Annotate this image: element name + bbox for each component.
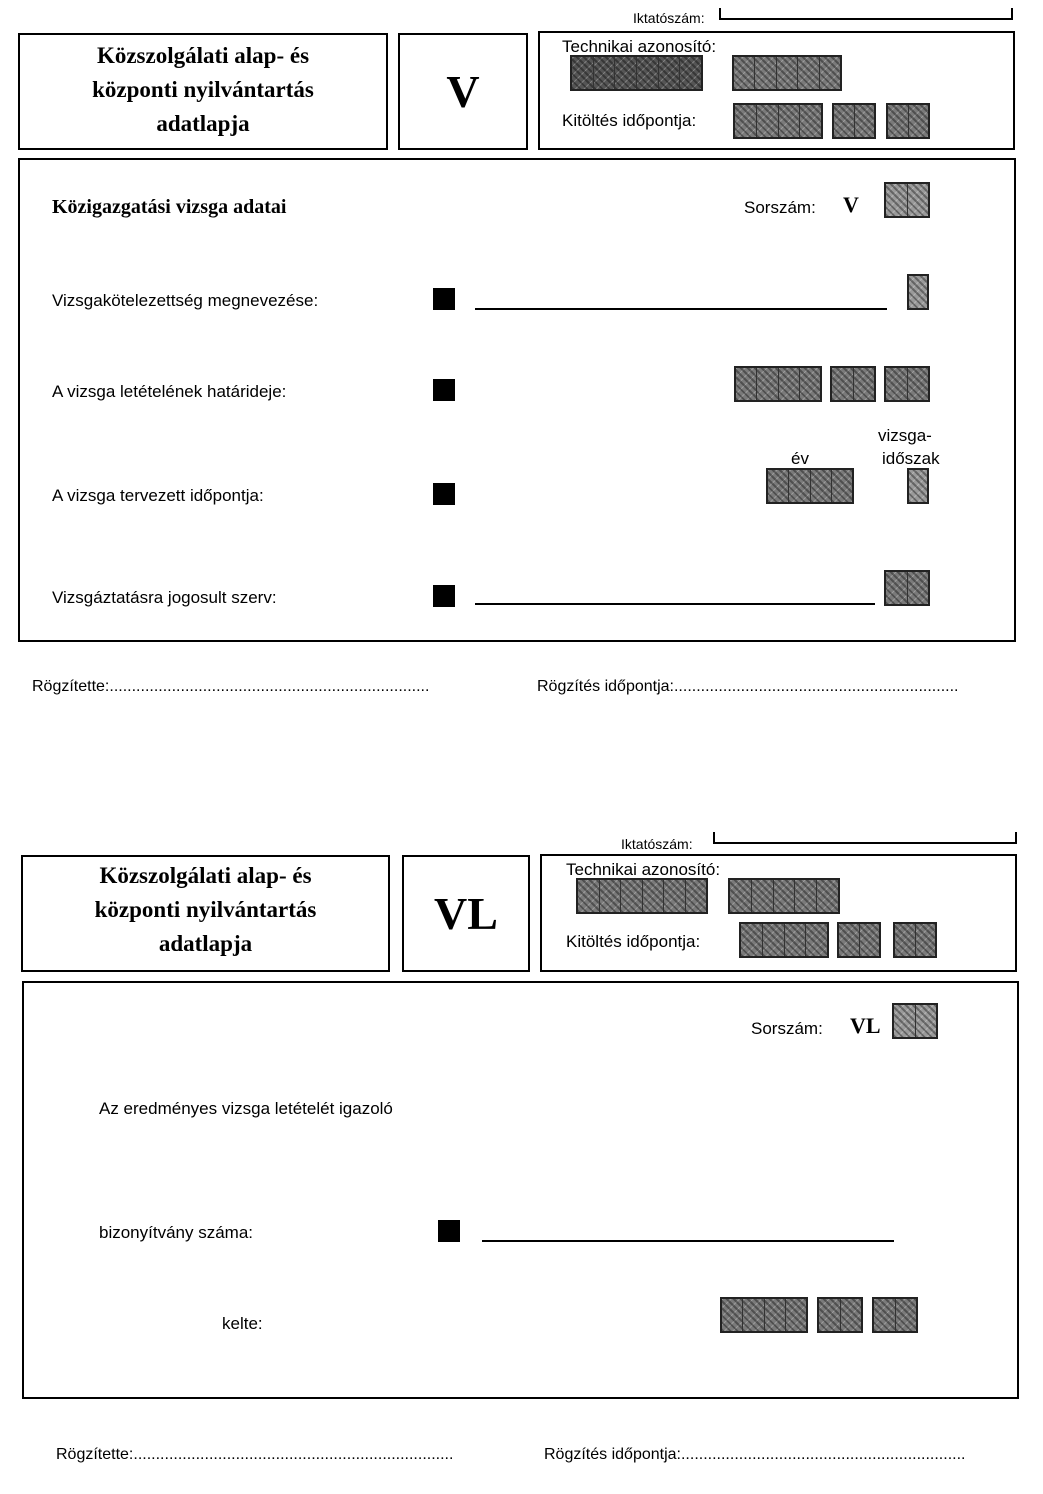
tervezett-year-cells[interactable] xyxy=(766,468,854,504)
bizonyitvany-szama-input-line[interactable] xyxy=(482,1240,894,1242)
bullet-marker xyxy=(433,585,455,607)
kitoltes-day-cells[interactable] xyxy=(886,103,930,139)
tervezett-label: A vizsga tervezett időpontja: xyxy=(52,486,264,505)
form-code: VL xyxy=(402,855,530,972)
kelte-label: kelte: xyxy=(222,1314,263,1333)
bullet-marker xyxy=(438,1220,460,1242)
kitoltes-year-cells[interactable] xyxy=(733,103,823,139)
section-box xyxy=(18,158,1016,642)
ev-label: év xyxy=(791,449,809,468)
sorszam-label: Sorszám: xyxy=(744,198,816,217)
sorszam-code: VL xyxy=(850,1013,881,1038)
technikai-azonosito-cells-2[interactable] xyxy=(732,55,842,91)
szerv-code-cells[interactable] xyxy=(884,570,930,606)
sorszam-label: Sorszám: xyxy=(751,1019,823,1038)
hatarido-year-cells[interactable] xyxy=(734,366,822,402)
technikai-azonosito-label: Technikai azonosító: xyxy=(566,860,721,879)
kitoltes-idopontja-label: Kitöltés időpontja: xyxy=(562,111,697,130)
kitoltes-month-cells[interactable] xyxy=(837,922,881,958)
vizsgakotelezettseg-label: Vizsgakötelezettség megnevezése: xyxy=(52,291,319,310)
rogzitette-field[interactable]: Rögzítette:........................................................................ xyxy=(56,1446,454,1463)
kelte-month-cells[interactable] xyxy=(817,1297,863,1333)
kitoltes-year-cells[interactable] xyxy=(739,922,829,958)
kelte-day-cells[interactable] xyxy=(872,1297,918,1333)
hatarido-label: A vizsga letételének határideje: xyxy=(52,382,287,401)
igazolo-label: Az eredményes vizsga letételét igazoló xyxy=(99,1099,393,1118)
technikai-azonosito-cells-2[interactable] xyxy=(728,878,840,914)
kelte-year-cells[interactable] xyxy=(720,1297,808,1333)
vizsgaidoszak-label-1: vizsga- xyxy=(878,426,932,445)
hatarido-month-cells[interactable] xyxy=(830,366,876,402)
iktatoszam-label: Iktatószám: xyxy=(621,836,693,852)
vizsgakotelezettseg-input-line[interactable] xyxy=(475,308,887,310)
technikai-azonosito-cells-1[interactable] xyxy=(570,55,703,91)
rogzitette-field[interactable]: Rögzítette:........................................................................ xyxy=(32,678,430,695)
bizonyitvany-szama-label: bizonyítvány száma: xyxy=(99,1223,254,1242)
bullet-marker xyxy=(433,288,455,310)
vizsgakotelezettseg-code-cell[interactable] xyxy=(907,274,929,310)
szerv-label: Vizsgáztatásra jogosult szerv: xyxy=(52,588,277,607)
vizsgaidoszak-cell[interactable] xyxy=(907,468,929,504)
id-box xyxy=(540,854,1017,972)
rogzites-idopontja-field[interactable]: Rögzítés időpontja:................................................................ xyxy=(537,678,959,695)
szerv-input-line[interactable] xyxy=(475,603,875,605)
id-box xyxy=(538,31,1015,150)
iktatoszam-field[interactable] xyxy=(719,8,1013,20)
form-title: Közszolgálati alap- és központi nyilvántartás adatlapja xyxy=(94,863,317,956)
section-box xyxy=(22,981,1019,1399)
sorszam-cells[interactable] xyxy=(892,1003,938,1039)
kitoltes-day-cells[interactable] xyxy=(893,922,937,958)
iktatoszam-field[interactable] xyxy=(713,832,1017,844)
form-title-box xyxy=(18,33,388,150)
form-title-box xyxy=(21,855,390,972)
bullet-marker xyxy=(433,379,455,401)
kitoltes-idopontja-label: Kitöltés időpontja: xyxy=(566,932,701,951)
sorszam-cells[interactable] xyxy=(884,182,930,218)
technikai-azonosito-cells-1[interactable] xyxy=(576,878,708,914)
vizsgaidoszak-label-2: időszak xyxy=(882,449,940,468)
iktatoszam-label: Iktatószám: xyxy=(633,10,705,26)
rogzites-idopontja-field[interactable]: Rögzítés időpontja:................................................................ xyxy=(544,1446,966,1463)
sorszam-code: V xyxy=(843,192,859,217)
section-title: Közigazgatási vizsga adatai xyxy=(52,196,287,218)
form-title: Közszolgálati alap- és központi nyilvántartás adatlapja xyxy=(92,43,314,136)
technikai-azonosito-label: Technikai azonosító: xyxy=(562,37,717,56)
form-code: V xyxy=(398,33,528,150)
bullet-marker xyxy=(433,483,455,505)
kitoltes-month-cells[interactable] xyxy=(832,103,876,139)
hatarido-day-cells[interactable] xyxy=(884,366,930,402)
